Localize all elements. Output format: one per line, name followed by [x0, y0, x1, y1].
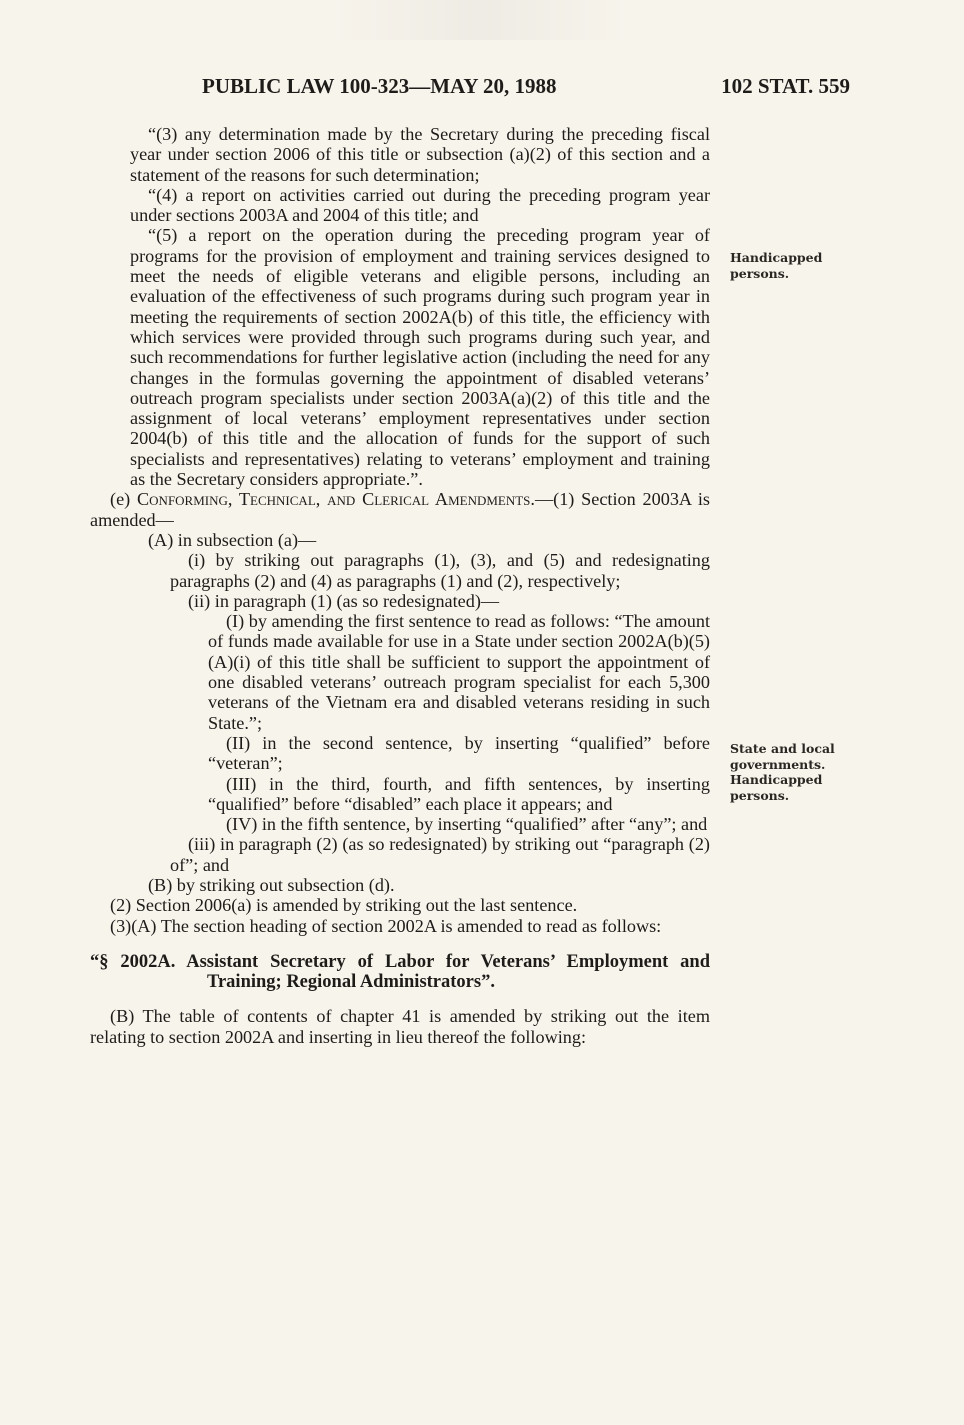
- margin-note-line: Handicapped: [730, 772, 823, 787]
- margin-note-line: persons.: [730, 265, 790, 281]
- paragraph-5: “(5) a report on the operation during the preceding program year of programs for the provision of employment and training services designed to meet the needs of eligible veterans and eligible persons, including an evaluation of the effectiveness of such programs during such program year in meeting the requirements of section 2002A(b) of this title, the efficiency with which services were provided through such programs during such year, and such recommendations for further legislative action (including the need for any changes in the formulas governing the appointment of disabled veterans’ outreach program specialists under section 2003A(a)(2) of this title and the assignment of local veterans’ employment representatives under section 2004(b) of this title and the allocation of funds for the support of such specialists and representatives) relating to veterans’ employment and training as the Secretary considers appropriate.”.: [130, 225, 710, 490]
- clause-a-ii-IV: (IV) in the fifth sentence, by inserting “qualified” after “any”; and: [226, 814, 708, 835]
- scan-artifact: [330, 0, 630, 40]
- clause-a-iii: (iii) in paragraph (2) (as so redesignated) by striking out “paragraph (2) of”; and: [170, 834, 710, 875]
- clause-a: (A) in subsection (a)—: [148, 529, 317, 550]
- paragraph-4: “(4) a report on activities carried out during the preceding program year under sections 2003A and 2004 of this title; and: [130, 184, 710, 226]
- page-header: [0, 74, 964, 104]
- subsection-e-heading: Conforming, Technical, and Clerical Amendments.: [137, 489, 535, 510]
- clause-a-i: (i) by striking out paragraphs (1), (3), and (5) and redesignating paragraphs (2) and (4) as paragraphs (1) and (2), respectively;: [170, 550, 710, 591]
- subsection-e-text: —(1) Section 2003A is amended—: [90, 489, 710, 530]
- section-heading-text: Assistant Secretary of Labor for Veterans’ Employment and Training; Regional Administrators”.: [186, 951, 711, 993]
- subsection-e: [90, 489, 710, 530]
- section-heading-number: “§ 2002A.: [90, 951, 187, 972]
- margin-note-line: governments.: [730, 756, 826, 772]
- clause-a-ii-I: (I) by amending the first sentence to read as follows: “The amount of funds made available for use in a State under section 2002A(b)(5)(A)(i) of this title shall be sufficient to support the appointment of one disabled veterans’ outreach program specialist for each 5,300 veterans of the Vietnam era and disabled veterans residing in such State.”;: [208, 611, 710, 733]
- statute-body: [90, 124, 710, 1047]
- clause-a-ii-III: (III) in the third, fourth, and fifth sentences, by inserting “qualified” before “disabled” each place it appears; and: [208, 773, 710, 814]
- paragraph-e-3a: (3)(A) The section heading of section 2002A is amended to read as follows:: [110, 915, 662, 936]
- margin-note-handicapped: [730, 250, 850, 281]
- margin-note-line: State and local: [730, 741, 835, 756]
- paragraph-e-3b: (B) The table of contents of chapter 41 is amended by striking out the item relating to section 2002A and inserting in lieu thereof the following:: [90, 1006, 710, 1047]
- header-page-number: 102 STAT. 559: [721, 74, 850, 98]
- clause-b: (B) by striking out subsection (d).: [148, 874, 395, 895]
- section-heading-2002a: [90, 952, 710, 993]
- margin-note-line: persons.: [730, 787, 790, 803]
- paragraph-e-2: (2) Section 2006(a) is amended by striking out the last sentence.: [110, 895, 578, 916]
- clause-a-ii: (ii) in paragraph (1) (as so redesignated)—: [188, 590, 500, 611]
- clause-a-ii-II: (II) in the second sentence, by inserting “qualified” before “veteran”;: [208, 732, 710, 774]
- margin-note-state-local: [730, 741, 850, 803]
- margin-note-line: Handicapped: [730, 250, 823, 265]
- header-title: PUBLIC LAW 100-323—MAY 20, 1988: [202, 74, 557, 98]
- paragraph-3: “(3) any determination made by the Secretary during the preceding fiscal year under section 2006 of this title or subsection (a)(2) of this section and a statement of the reasons for such determination;: [130, 124, 710, 185]
- subsection-e-prefix: (e): [110, 489, 138, 510]
